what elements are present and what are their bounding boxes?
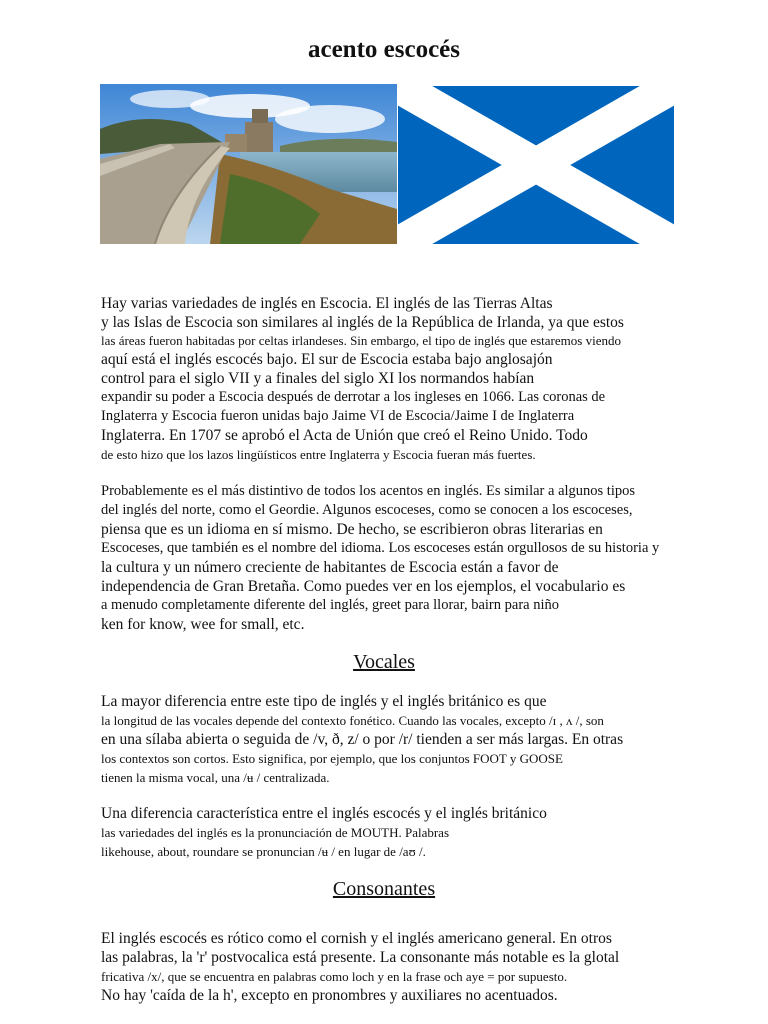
text-line: La mayor diferencia entre este tipo de inglés y el inglés británico es que (101, 693, 547, 710)
text-line: fricativa /x/, que se encuentra en palabras como loch y en la frase och aye = por supuesto. (101, 969, 568, 984)
text-line: Escoceses, que también es el nombre del idioma. Los escoceses están orgullosos de su historia y (101, 540, 660, 556)
text-line: Hay varias variedades de inglés en Escocia. El inglés de las Tierras Altas (101, 295, 553, 312)
text-line: tienen la misma vocal, una /ʉ / centralizada. (101, 770, 330, 785)
text-line: las variedades del inglés es la pronunciación de MOUTH. Palabras (101, 825, 450, 840)
text-line: No hay 'caída de la h', excepto en pronombres y auxiliares no acentuados. (101, 987, 558, 1004)
text-line: las palabras, la 'r' postvocalica está presente. La consonante más notable es la glotal (101, 949, 620, 966)
section-heading-consonantes (0, 878, 768, 901)
text-line: del inglés del norte, como el Geordie. Algunos escoceses, como se conocen a los escoceses, (101, 502, 633, 518)
text-line: ken for know, wee for small, etc. (101, 616, 305, 633)
text-line: Inglaterra y Escocia fueron unidas bajo Jaime VI de Escocia/Jaime I de Inglaterra (101, 408, 575, 424)
text-line: Inglaterra. En 1707 se aprobó el Acta de Unión que creó el Reino Unido. Todo (101, 427, 588, 444)
heading-consonantes-main: Consonante (332, 878, 428, 900)
text-line: independencia de Gran Bretaña. Como puedes ver en los ejemplos, el vocabulario es (101, 578, 626, 595)
scotland-flag (398, 86, 674, 244)
castle-photo (100, 84, 397, 244)
text-line: y las Islas de Escocia son similares al inglés de la República de Irlanda, ya que estos (101, 314, 624, 331)
paragraph-mouth-vowel (101, 804, 711, 861)
paragraph-vowel-length (101, 692, 711, 787)
paragraph-distinctive-accent (101, 482, 711, 634)
text-line: la longitud de las vocales depende del contexto fonético. Cuando las vocales, excepto /ɪ , ʌ /, son (101, 713, 604, 728)
paragraph-history (101, 294, 711, 464)
saltire-flag-image (398, 86, 674, 244)
page-title: acento escocés (307, 36, 460, 63)
section-heading-vocales: Vocales (353, 651, 415, 673)
text-line: la cultura y un número creciente de habitantes de Escocia están a favor de (101, 559, 559, 576)
text-line: expandir su poder a Escocia después de derrotar a los ingleses en 1066. Las coronas de (101, 389, 606, 405)
castle-landscape-image (100, 84, 397, 244)
text-line: los contextos son cortos. Esto significa, por ejemplo, que los conjuntos FOOT y GOOSE (101, 751, 563, 766)
text-line: a menudo completamente diferente del inglés, greet para llorar, bairn para niño (101, 597, 559, 613)
text-line: piensa que es un idioma en sí mismo. De hecho, se escribieron obras literarias en (101, 521, 603, 538)
text-line: Una diferencia característica entre el inglés escocés y el inglés británico (101, 805, 547, 822)
text-line: Probablemente es el más distintivo de todos los acentos en inglés. Es similar a algunos tipos (101, 483, 636, 499)
text-line: control para el siglo VII y a finales del siglo XI los normandos habían (101, 370, 535, 387)
paragraph-rhotic-consonants (101, 929, 711, 1005)
text-line: en una sílaba abierta o seguida de /v, ð, z/ o por /r/ tienden a ser más largas. En otras (101, 731, 624, 748)
text-line: El inglés escocés es rótico como el cornish y el inglés americano general. En otros (101, 930, 612, 947)
text-line: de esto hizo que los lazos lingüísticos entre Inglaterra y Escocia fueran más fuertes. (101, 447, 536, 462)
text-line: likehouse, about, roundare se pronuncian /ʉ / en lugar de /aʊ /. (101, 844, 426, 859)
text-line: las áreas fueron habitadas por celtas irlandeses. Sin embargo, el tipo de inglés que estaremos viendo (101, 333, 621, 348)
heading-consonantes-tail: s (427, 878, 436, 900)
text-line: aquí está el inglés escocés bajo. El sur de Escocia estaba bajo anglosajón (101, 351, 553, 368)
